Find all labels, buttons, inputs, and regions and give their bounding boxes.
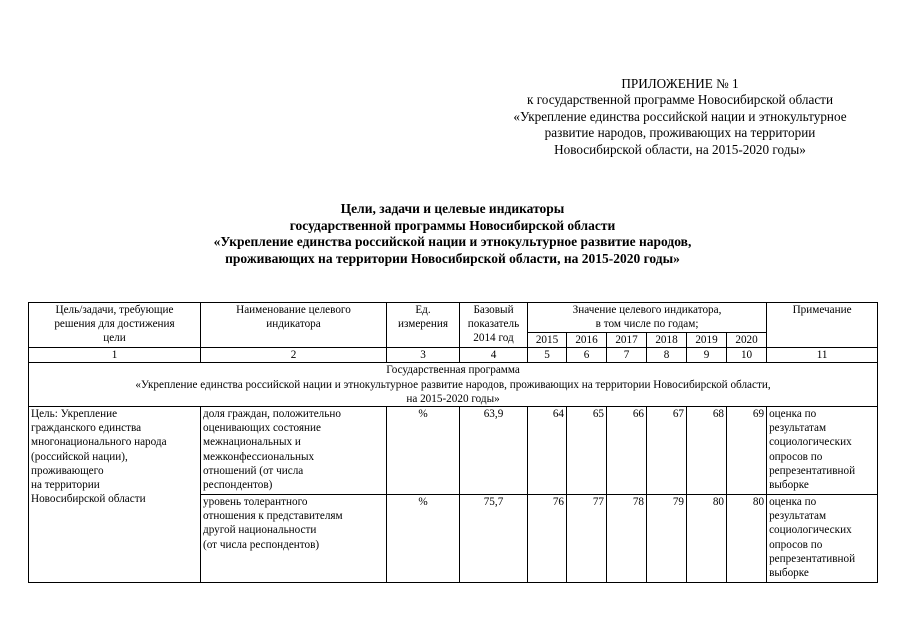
indicator-cell: доля граждан, положительно оценивающих состояние межнациональных и межконфессиональных отношений (от числа респондентов)	[201, 407, 387, 495]
indicators-table	[28, 302, 878, 583]
header-note: Примечание	[767, 303, 878, 348]
col-number: 9	[687, 348, 727, 363]
unit-cell: %	[387, 407, 460, 495]
note-cell: оценка по результатам социологических опросов по репрезентативной выборке	[767, 495, 878, 583]
header-goal: Цель/задачи, требующие решения для достижения цели	[29, 303, 201, 348]
value-cell: 77	[567, 495, 607, 583]
col-number: 10	[727, 348, 767, 363]
column-numbers-row	[29, 348, 878, 363]
header-row	[29, 303, 878, 333]
col-number: 8	[647, 348, 687, 363]
value-cell: 78	[607, 495, 647, 583]
value-cell: 69	[727, 407, 767, 495]
header-unit: Ед. измерения	[387, 303, 460, 348]
appendix-line: «Укрепление единства российской нации и этнокультурное	[513, 108, 847, 124]
col-number: 5	[528, 348, 567, 363]
program-name	[29, 363, 878, 407]
program-line: на 2015-2020 годы»	[406, 392, 500, 405]
goal-cell: Цель: Укрепление гражданского единства многонационального народа (российской нации), проживающего на территории Новосибирской области	[29, 407, 201, 583]
base-cell: 75,7	[460, 495, 528, 583]
program-line: «Укрепление единства российской нации и этнокультурное развитие народов, проживающих на территории Новосибирской области,	[135, 378, 771, 391]
title-line: Цели, задачи и целевые индикаторы	[340, 201, 565, 216]
year-2018: 2018	[647, 333, 687, 348]
value-cell: 65	[567, 407, 607, 495]
col-number: 4	[460, 348, 528, 363]
year-2016: 2016	[567, 333, 607, 348]
appendix-number: ПРИЛОЖЕНИЕ № 1	[621, 76, 739, 91]
value-cell: 76	[528, 495, 567, 583]
year-2017: 2017	[607, 333, 647, 348]
indicator-cell: уровень толерантного отношения к представителям другой национальности (от числа респондентов)	[201, 495, 387, 583]
col-number: 3	[387, 348, 460, 363]
appendix-line: Новосибирской области, на 2015-2020 годы»	[554, 141, 806, 157]
document-title	[100, 201, 805, 267]
col-number: 6	[567, 348, 607, 363]
value-cell: 67	[647, 407, 687, 495]
year-2019: 2019	[687, 333, 727, 348]
note-cell: оценка по результатам социологических опросов по репрезентативной выборке	[767, 407, 878, 495]
value-cell: 79	[647, 495, 687, 583]
program-row	[29, 363, 878, 407]
title-line: проживающих на территории Новосибирской области, на 2015-2020 годы»	[225, 250, 680, 266]
title-line: «Укрепление единства российской нации и этнокультурное развитие народов,	[213, 234, 692, 250]
unit-cell: %	[387, 495, 460, 583]
value-cell: 68	[687, 407, 727, 495]
col-number: 7	[607, 348, 647, 363]
value-cell: 80	[727, 495, 767, 583]
appendix-line: к государственной программе Новосибирской области	[527, 92, 833, 108]
header-indicator: Наименование целевого индикатора	[201, 303, 387, 348]
value-cell: 66	[607, 407, 647, 495]
header-values: Значение целевого индикатора, в том числе по годам;	[528, 303, 767, 333]
title-line: государственной программы Новосибирской области	[289, 217, 616, 233]
base-cell: 63,9	[460, 407, 528, 495]
value-cell: 64	[528, 407, 567, 495]
header-base: Базовый показатель 2014 год	[460, 303, 528, 348]
year-2020: 2020	[727, 333, 767, 348]
value-cell: 80	[687, 495, 727, 583]
col-number: 2	[201, 348, 387, 363]
appendix-header	[470, 76, 890, 158]
appendix-line: развитие народов, проживающих на территории	[544, 125, 816, 141]
program-line: Государственная программа	[386, 364, 520, 377]
col-number: 11	[767, 348, 878, 363]
table-row	[29, 407, 878, 495]
year-2015: 2015	[528, 333, 567, 348]
col-number: 1	[29, 348, 201, 363]
